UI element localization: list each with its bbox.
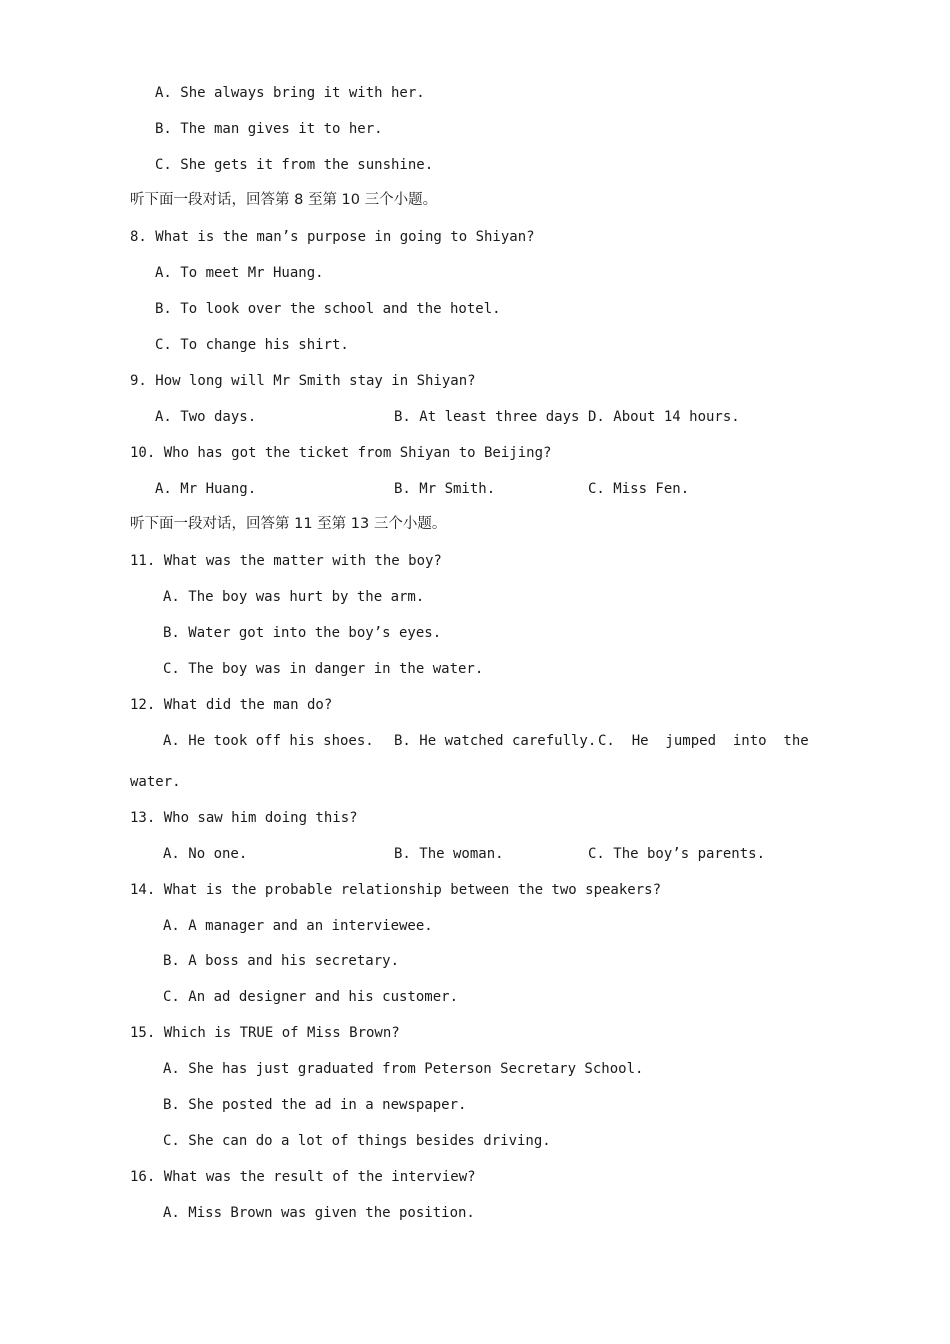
- option-8a: A. To meet Mr Huang.: [155, 265, 324, 281]
- option-12c: C. He jumped into the: [598, 733, 809, 749]
- option-11a: A. The boy was hurt by the arm.: [163, 589, 425, 605]
- option-row-10: [0, 479, 950, 499]
- option-15a: A. She has just graduated from Peterson Secretary School.: [163, 1061, 644, 1077]
- option-14a: A. A manager and an interviewee.: [163, 918, 433, 934]
- question-16: 16. What was the result of the interview?: [130, 1169, 476, 1185]
- question-9: 9. How long will Mr Smith stay in Shiyan?: [130, 373, 476, 389]
- question-13: 13. Who saw him doing this?: [130, 810, 358, 826]
- option-10b: B. Mr Smith.: [394, 481, 496, 497]
- option-8c: C. To change his shirt.: [155, 337, 349, 353]
- option-10c: C. Miss Fen.: [588, 481, 690, 497]
- section-instruction-11-13: 听下面一段对话，回答第 11 至第 13 三个小题。: [130, 516, 447, 532]
- question-8: 8. What is the man’s purpose in going to Shiyan?: [130, 229, 535, 245]
- question-11: 11. What was the matter with the boy?: [130, 553, 442, 569]
- question-14: 14. What is the probable relationship between the two speakers?: [130, 882, 662, 898]
- option-row-9: [0, 407, 950, 427]
- option-12a: A. He took off his shoes.: [163, 733, 374, 749]
- option-15b: B. She posted the ad in a newspaper.: [163, 1097, 467, 1113]
- option-row-13: [0, 844, 950, 864]
- option-row-12: [0, 731, 950, 751]
- option-16a: A. Miss Brown was given the position.: [163, 1205, 475, 1221]
- question-15: 15. Which is TRUE of Miss Brown?: [130, 1025, 400, 1041]
- question-12: 12. What did the man do?: [130, 697, 333, 713]
- option-13b: B. The woman.: [394, 846, 504, 862]
- option-12c-continued: water.: [130, 774, 181, 790]
- option-13c: C. The boy’s parents.: [588, 846, 766, 862]
- option-15c: C. She can do a lot of things besides driving.: [163, 1133, 551, 1149]
- option-8b: B. To look over the school and the hotel.: [155, 301, 501, 317]
- option-14b: B. A boss and his secretary.: [163, 953, 400, 969]
- option-9b: B. At least three days: [394, 409, 580, 425]
- option-9d: D. About 14 hours.: [588, 409, 740, 425]
- option-11c: C. The boy was in danger in the water.: [163, 661, 484, 677]
- option-13a: A. No one.: [163, 846, 248, 862]
- option-7a: A. She always bring it with her.: [155, 85, 425, 101]
- section-instruction-8-10: 听下面一段对话，回答第 8 至第 10 三个小题。: [130, 192, 438, 208]
- option-7c: C. She gets it from the sunshine.: [155, 157, 434, 173]
- question-10: 10. Who has got the ticket from Shiyan to Beijing?: [130, 445, 552, 461]
- option-14c: C. An ad designer and his customer.: [163, 989, 459, 1005]
- option-9a: A. Two days.: [155, 409, 257, 425]
- option-10a: A. Mr Huang.: [155, 481, 257, 497]
- option-12b: B. He watched carefully.: [394, 733, 597, 749]
- option-11b: B. Water got into the boy’s eyes.: [163, 625, 442, 641]
- option-7b: B. The man gives it to her.: [155, 121, 383, 137]
